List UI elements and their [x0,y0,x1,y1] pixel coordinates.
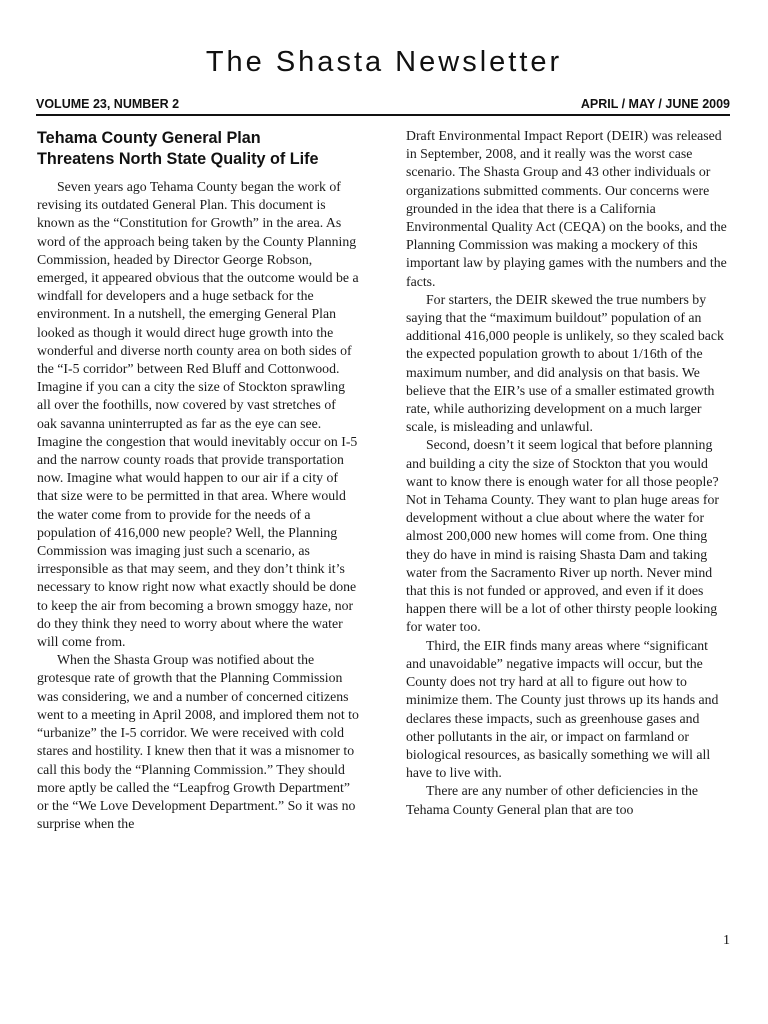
paragraph: Third, the EIR finds many areas where “significant and unavoidable” negative impacts will occur, but the County does not try hard at all to figure out how to minimize them. The County just throws up its hands and declares these impacts, such as greenhouse gases and other pollutants in the air, or impact on farmland or biological resources, as basically something we will all have to live with. [406,637,719,781]
paragraph: For starters, the DEIR skewed the true numbers by saying that the “maximum buildout” population of an additional 416,000 people is unlikely, so they scaled back the expected population growth to about 1/16th of the maximum number, and did analysis on that basis. We believe that the EIR’s use of a smaller estimated growth rate, while authorizing development on a much larger scale, is misleading and unlawful. [406,291,724,435]
headline-line-2: Threatens North State Quality of Life [37,150,319,168]
page-number: 1 [723,933,730,948]
paragraph: Seven years ago Tehama County began the work of revising its outdated General Plan. This document is known as the “Constitution for Growth” in the area. As word of the approach being taken by the County Planning Commission, headed by Director George Robson, emerged, it appeared obvious that the outcome would be a windfall for developers and a huge setback for the environment. In a nutshell, the emerging General Plan looked as though it would direct huge growth into the wonderful and diverse north county area on both sides of the “I-5 corridor” between Red Bluff and Cottonwood. Imagine if you can a city the size of Stockton sprawling all over the foothills, now covered by vast stretches of oak savanna uninterrupted as far as the eye can see. Imagine the congestion that would inevitably occur on I-5 and the narrow county roads that provide transportation now. Imagine what would happen to our air if a city of that size were to be permitted in that area. Where would the water come from to provide for the needs of a population of 416,000 new people? Well, the Planning Commission was imaging just such a scenario, as irresponsible as that may seem, and they don’t think it’s necessary to know right now what exactly should be done to keep the air from becoming a brown smoggy haze, nor do they think they need to worry about where the water will come from. [37,179,359,650]
paragraph: There are any number of other deficiencies in the Tehama County General plan that are too [406,783,698,817]
article-column-right [406,127,728,819]
issue-date: APRIL / MAY / JUNE 2009 [580,97,730,111]
paragraph: When the Shasta Group was notified about the grotesque rate of growth that the Planning Commission was considering, we and a number of concerned citizens went to a meeting in April 2008, and implored them not to “urbanize” the I-5 corridor. We were received with cold stares and hostility. I knew then that it was a misnomer to call this body the “Planning Commission.” They should more aptly be called the “Leapfrog Growth Department” or the “We Love Development Department.” So it was no surprise when the [37,652,359,832]
article-column-left [37,128,359,833]
article-headline [37,128,359,170]
paragraph: Second, doesn’t it seem logical that before planning and building a city the size of Stockton that you would want to know there is enough water for all those people? Not in Tehama County. They want to plan huge areas for development without a clue about where the water for almost 200,000 new homes will come from. One thing they do have in mind is raising Shasta Dam and taking water from the Sacramento River up north. Never mind that this is not funded or approved, and even if it does happen there will be a lot of other thirsty people looking for water too. [406,437,719,635]
paragraph-continued: Draft Environmental Impact Report (DEIR) was released in September, 2008, and it really was the worst case scenario. The Shasta Group and 43 other individuals or organizations submitted comments. Our concerns were grounded in the idea that there is a California Environmental Quality Act (CEQA) on the books, and the Planning Commission was making a mockery of this important law by playing games with the numbers and the facts. [406,128,727,289]
header-divider [36,114,730,116]
headline-line-1: Tehama County General Plan [37,129,261,147]
newsletter-title: The Shasta Newsletter [205,46,563,78]
volume-number: VOLUME 23, NUMBER 2 [36,97,180,111]
